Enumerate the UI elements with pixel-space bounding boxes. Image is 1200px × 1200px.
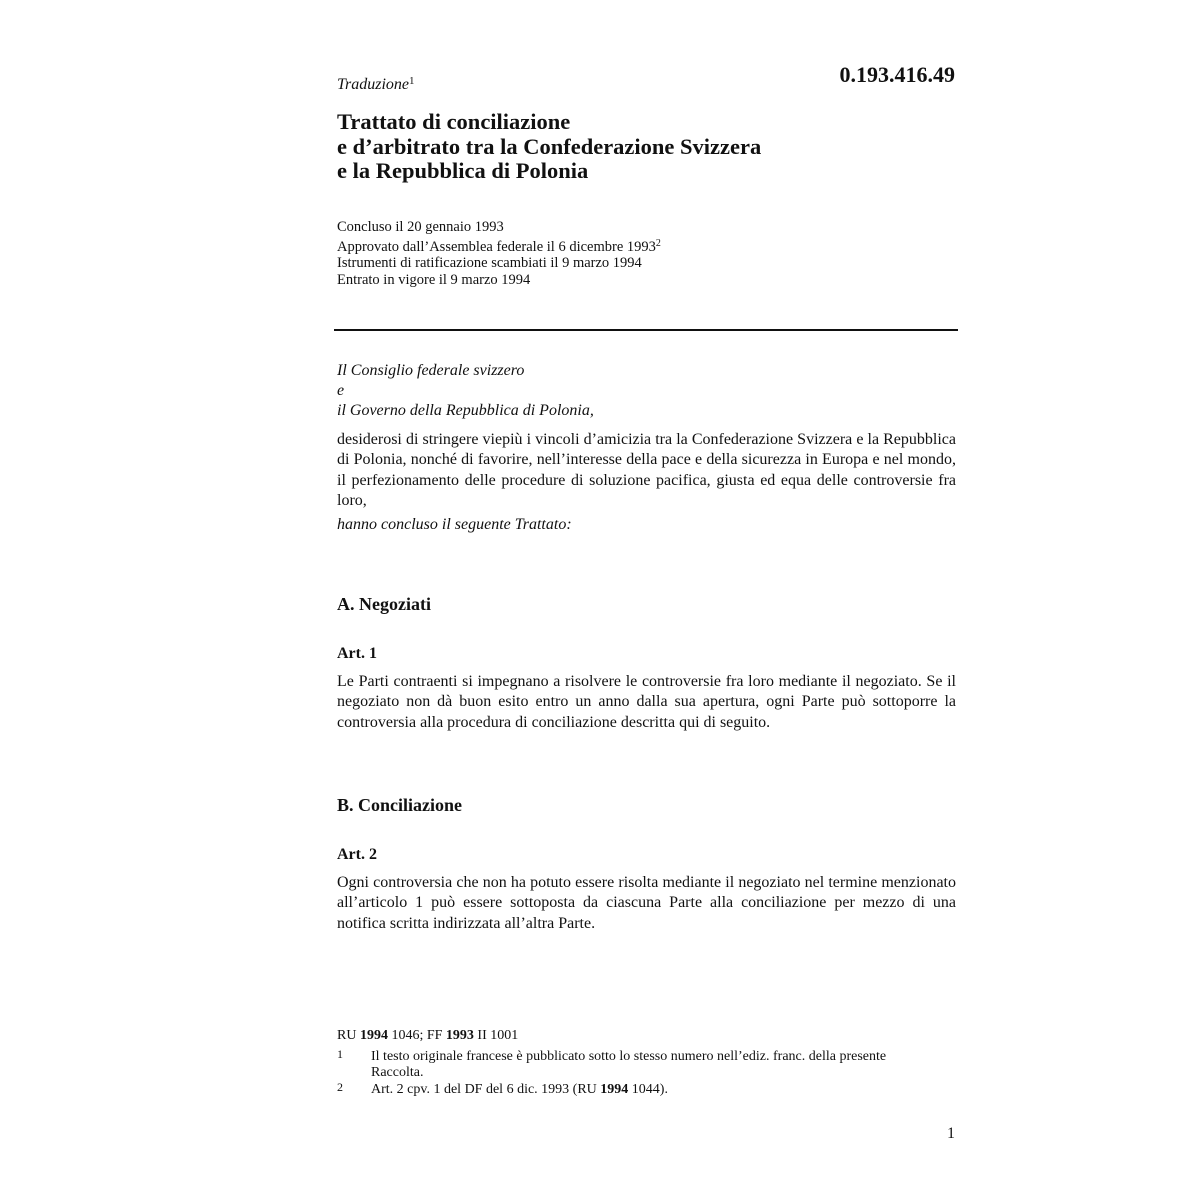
meta-in-force: Entrato in vigore il 9 marzo 1994: [337, 271, 531, 288]
document-title: [337, 110, 761, 184]
document-number: 0.193.416.49: [839, 62, 955, 87]
title-line-2: e d’arbitrato tra la Confederazione Svizzera: [337, 133, 762, 159]
preamble-party-2: il Governo della Repubblica di Polonia,: [337, 402, 594, 419]
section-a-heading: A. Negoziati: [337, 594, 431, 614]
page-number: 1: [947, 1125, 955, 1142]
article-1-text: Le Parti contraenti si impegnano a risolvere le controversie fra loro mediante il negoziato. Se il negoziato non dà buon esito entro un anno dalla sua apertura, ogni Parte può sottoporre la controversia alla procedura di conciliazione descritta qui di seguito.: [337, 673, 956, 731]
translation-label: Traduzione$^1$: [337, 75, 415, 93]
document-metadata: [337, 219, 661, 288]
footnote-1-number: 1: [337, 1047, 343, 1061]
meta-ratification: Istrumenti di ratificazione scambiati il 9 marzo 1994: [337, 255, 642, 271]
separator-rule: [334, 329, 958, 331]
preamble-closing: hanno concluso il seguente Trattato:: [337, 516, 572, 533]
preamble: [337, 361, 957, 421]
meta-approved: Approvato dall’Assemblea federale il 6 dicembre 1993$^2$: [337, 237, 661, 255]
article-2-label: Art. 2: [337, 846, 377, 863]
preamble-and: e: [337, 382, 345, 399]
title-line-3: e la Repubblica di Polonia: [337, 158, 589, 183]
article-1-label: Art. 1: [337, 645, 377, 662]
article-2-text: Ogni controversia che non ha potuto essere risolta mediante il negoziato nel termine menzionato all’articolo 1 può essere sottoposta da ciascuna Parte alla conciliazione per mezzo di una notifica scritta indirizzata all’altra Parte.: [337, 874, 956, 932]
footnote-1-text: Il testo originale francese è pubblicato sotto lo stesso numero nell’ediz. franc. della presente Raccolta.: [371, 1049, 887, 1080]
section-b-heading: B. Conciliazione: [337, 795, 462, 815]
footnote-2-text: Art. 2 cpv. 1 del DF del 6 dic. 1993 (RU 1994 1044).: [371, 1082, 668, 1097]
footnote-2-number: 2: [337, 1080, 343, 1094]
footnote-ref-1[interactable]: 1: [409, 75, 415, 87]
source-reference: RU 1994 1046; FF 1993 II 1001: [337, 1028, 519, 1043]
footnote-ref-2[interactable]: 2: [655, 237, 661, 249]
meta-concluded: Concluso il 20 gennaio 1993: [337, 219, 504, 235]
preamble-paragraph: desiderosi di stringere viepiù i vincoli d’amicizia tra la Confederazione Svizzera e la Repubblica di Polonia, nonché di favorire, nell’interesse della pace e della sicurezza in Europa e nel mondo, il perfezionamento delle procedure di soluzione pacifica, giusta ed equa delle controversie fra loro,: [337, 431, 956, 509]
preamble-party-1: Il Consiglio federale svizzero: [337, 362, 525, 379]
title-line-1: Trattato di conciliazione: [337, 109, 571, 134]
